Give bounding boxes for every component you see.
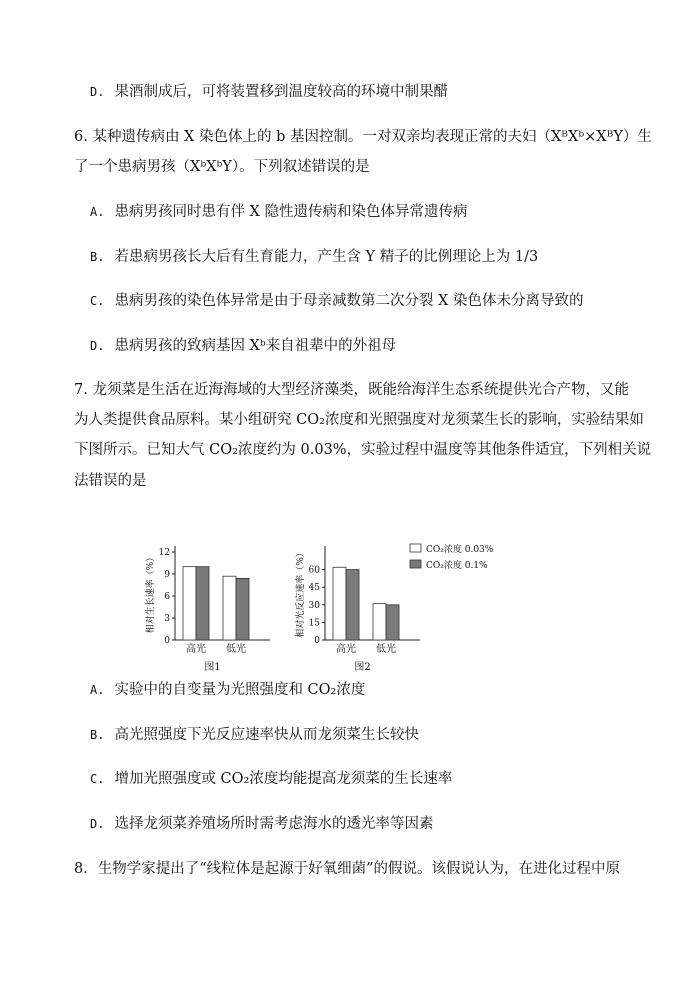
y-tick-label: 45 [308,583,320,594]
figure-caption: 图2 [354,662,371,673]
q6-option-b [90,247,538,267]
y-tick-label: 9 [164,570,170,580]
legend-swatch [410,544,421,552]
x-tick-label: 低光 [226,644,246,655]
y-axis-label: 相对光反应速率（%） [296,548,306,638]
y-tick-label: 3 [164,614,170,624]
legend-entry: CO₂浓度 0.1% [426,561,488,571]
bar [386,605,399,640]
bar [183,567,196,640]
y-tick-label: 0 [314,636,320,646]
q7-stem-line-3: 下图所示。已知大气 CO₂浓度约为 0.03%，实验过程中温度等其他条件适宜，下列相关说 [74,442,652,458]
q7-option-a [90,680,365,700]
q7-option-c [90,769,452,789]
option-text: 若患病男孩长大后有生育能力，产生含 Y 精子的比例理论上为 1/3 [114,249,539,265]
legend-swatch [410,560,421,568]
q6-option-d [90,336,396,356]
option-text: 增加光照强度或 CO₂浓度均能提高龙须菜的生长速率 [114,771,453,787]
option-text: 高光照强度下光反应速率快从而龙须菜生长较快 [114,727,419,743]
bar [346,570,359,640]
q7-stem-line-2: 为人类提供食品原料。某小组研究 CO₂浓度和光照强度对龙须菜生长的影响，实验结果如 [74,412,644,428]
q7-option-d [90,814,433,834]
y-tick-label: 6 [164,592,170,602]
option-text: 果酒制成后，可将装置移到温度较高的环境中制果醋 [114,84,448,100]
q7-option-b [90,725,419,745]
y-tick-label: 0 [164,636,170,646]
y-tick-label: 30 [308,600,320,611]
option-text: 患病男孩同时患有伴 X 隐性遗传病和染色体异常遗传病 [114,204,468,220]
option-label: A. [90,205,105,219]
option-label: C. [90,294,105,308]
bar [196,567,209,640]
option-label: B. [90,728,105,742]
x-tick-label: 低光 [376,644,396,655]
figure-caption: 图1 [204,662,221,673]
q8-stem-line-1: 8．生物学家提出了“线粒体是起源于好氧细菌”的假说。该假说认为，在进化过程中原 [74,861,621,877]
option-text: 患病男孩的染色体异常是由于母亲减数第二次分裂 X 染色体未分离导致的 [114,293,584,309]
option-text: 实验中的自变量为光照强度和 CO₂浓度 [114,682,366,698]
q6-option-c [90,291,584,311]
option-label: D. [90,85,105,99]
q6-option-a [90,202,468,222]
legend-entry: CO₂浓度 0.03% [426,545,494,555]
bar [236,578,249,640]
x-tick-label: 高光 [186,644,206,655]
q7-stem-line-1: 7. 龙须菜是生活在近海海域的大型经济藻类，既能给海洋生态系统提供光合产物，又能 [74,382,629,398]
q5-option-d [90,82,448,102]
y-axis-label: 相对生长速率（%） [146,552,156,634]
y-tick-label: 60 [308,565,320,576]
option-label: D. [90,339,105,353]
q7-charts-figure [146,532,550,682]
q7-stem-line-4: 法错误的是 [74,473,147,489]
option-label: B. [90,250,105,264]
q6-stem-line-1: 6. 某种遗传病由 X 染色体上的 b 基因控制。一对双亲均表现正常的夫妇（XᴮXᵇ×XᴮY）生 [74,129,652,145]
option-label: D. [90,817,105,831]
option-label: A. [90,683,105,697]
option-label: C. [90,772,105,786]
option-text: 患病男孩的致病基因 Xᵇ来自祖辈中的外祖母 [114,338,397,354]
option-text: 选择龙须菜养殖场所时需考虑海水的透光率等因素 [114,816,434,832]
bar [333,567,346,640]
q6-stem-line-2: 了一个患病男孩（XᵇXᵇY）。下列叙述错误的是 [74,159,370,175]
bar [223,576,236,640]
y-tick-label: 12 [158,548,170,558]
x-tick-label: 高光 [336,644,356,655]
y-tick-label: 15 [308,618,320,629]
bar [373,604,386,640]
